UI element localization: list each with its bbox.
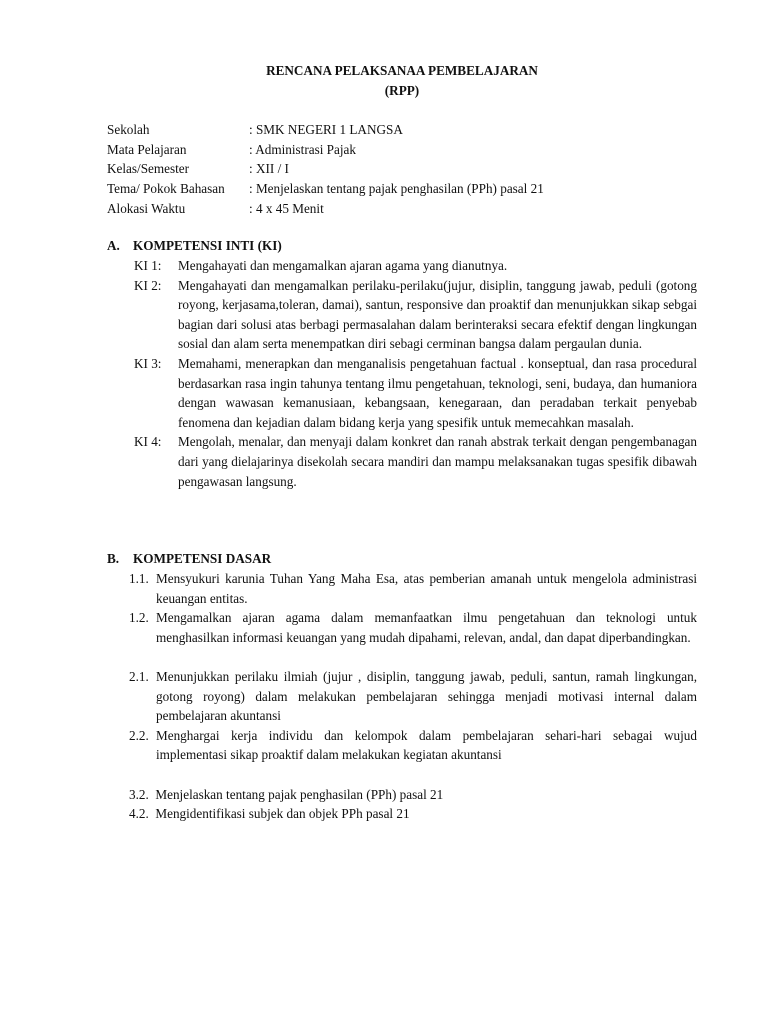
ki-item-2 — [134, 276, 697, 354]
kd-text: Menghargai kerja individu dan kelompok dalam pembelajaran sehari-hari sebagai wujud implementasi sikap proaktif dalam melakukan kegiatan akuntansi — [156, 727, 697, 763]
kd-text: Mensyukuri karunia Tuhan Yang Maha Esa, atas pemberian amanah untuk mengelola administrasi keuangan entitas. — [156, 571, 697, 606]
kd-item-3-2 — [129, 785, 697, 805]
kd-number: 2.1. — [129, 668, 149, 684]
section-a-letter: A. — [107, 238, 120, 253]
ki-list — [134, 256, 697, 491]
kd-number: 3.2. — [129, 786, 149, 802]
info-label: Alokasi Waktu — [107, 200, 186, 216]
ki-number: KI 2: — [134, 277, 162, 293]
kd-number: 2.2. — [129, 727, 149, 743]
info-table — [107, 120, 544, 218]
section-b-title: KOMPETENSI DASAR — [133, 551, 272, 566]
info-row-sekolah — [107, 120, 544, 140]
ki-number: KI 4: — [134, 434, 162, 450]
kd-text: Menunjukkan perilaku ilmiah (jujur , disiplin, tanggung jawab, peduli, santun, ramah lingkungan, gotong royong) dalam melakukan pembelajaran sehingga menjadi motivasi internal dalam pembelajaran akuntansi — [156, 668, 697, 724]
info-value: : XII / I — [249, 161, 289, 177]
info-label: Sekolah — [107, 122, 150, 137]
info-row-alokasi-waktu — [107, 199, 544, 219]
section-b-letter: B. — [107, 551, 120, 566]
info-label: Kelas/Semester — [107, 161, 190, 177]
info-label: Mata Pelajaran — [107, 141, 187, 157]
info-label: Tema/ Pokok Bahasan — [107, 181, 225, 197]
ki-text: Memahami, menerapkan dan menganalisis pengetahuan factual . konseptual, dan rasa procedural berdasarkan rasa ingin tahunya tentang ilmu pengetahuan, teknologi, seni, budaya, dan humaniora dengan wawasan kemanusiaan, kebangsaan, kenegaraan, dan peradaban terkait penyebab fenomena dan kejadian dalam bidang kerja yang spesifik untuk memecahkan masalah. — [178, 355, 697, 430]
document-title — [107, 61, 697, 101]
kd-number: 1.1. — [129, 571, 149, 586]
spacer — [129, 765, 697, 785]
ki-item-1 — [134, 256, 697, 276]
kd-text: Menjelaskan tentang pajak penghasilan (PPh) pasal 21 — [155, 786, 444, 802]
info-value: : SMK NEGERI 1 LANGSA — [249, 122, 403, 137]
ki-item-4 — [134, 432, 697, 491]
kd-item-1-2 — [129, 608, 697, 647]
ki-text: Mengahayati dan mengamalkan ajaran agama yang dianutnya. — [178, 258, 508, 273]
info-value: : Menjelaskan tentang pajak penghasilan (PPh) pasal 21 — [249, 181, 544, 197]
info-value: : 4 x 45 Menit — [249, 200, 324, 216]
kd-item-4-2 — [129, 804, 697, 824]
section-a-title: KOMPETENSI INTI (KI) — [133, 238, 282, 253]
ki-text: Mengahayati dan mengamalkan perilaku-perilaku(jujur, disiplin, tanggung jawab, peduli (gotong royong, kerjasama,toleran, damai), santun, responsive dan proaktif dan menunjukkan sikap sebgai bagian dari solusi atas berbagi permasalahan dalam berinteraksi secara efektif dengan lingkungan sosial dan alam serta menempatkan diri sebagi cerminan bangsa dalam pergaulan dunia. — [178, 277, 697, 352]
ki-number: KI 1: — [134, 258, 162, 273]
info-value: : Administrasi Pajak — [249, 141, 356, 157]
ki-item-3 — [134, 354, 697, 432]
info-row-tema — [107, 179, 544, 199]
kd-item-1-1 — [129, 569, 697, 608]
kd-number: 1.2. — [129, 610, 149, 626]
kd-item-2-1 — [129, 667, 697, 726]
title-line-1: RENCANA PELAKSANAA PEMBELAJARAN — [266, 63, 538, 78]
info-row-kelas-semester — [107, 159, 544, 179]
kd-text: Mengidentifikasi subjek dan objek PPh pasal 21 — [155, 806, 410, 822]
section-a-heading — [107, 236, 282, 256]
title-line-2: (RPP) — [384, 83, 420, 98]
kd-number: 4.2. — [129, 806, 149, 822]
kd-list — [129, 569, 697, 824]
info-row-mata-pelajaran — [107, 140, 544, 160]
ki-number: KI 3: — [134, 355, 162, 371]
kd-text: Mengamalkan ajaran agama dalam memanfaatkan ilmu pengetahuan dan teknologi untuk menghasilkan informasi keuangan yang mudah dipahami, relevan, andal, dan dapat diperbandingkan. — [156, 610, 697, 645]
spacer — [129, 647, 697, 667]
kd-item-2-2 — [129, 726, 697, 765]
section-b-heading — [107, 549, 271, 569]
ki-text: Mengolah, menalar, dan menyaji dalam konkret dan ranah abstrak terkait dengan pengembanagan dari yang dielajarinya disekolah secara mandiri dan mampu melaksanakan tugas spesifik dibawah pengawasan langsung. — [178, 434, 697, 489]
